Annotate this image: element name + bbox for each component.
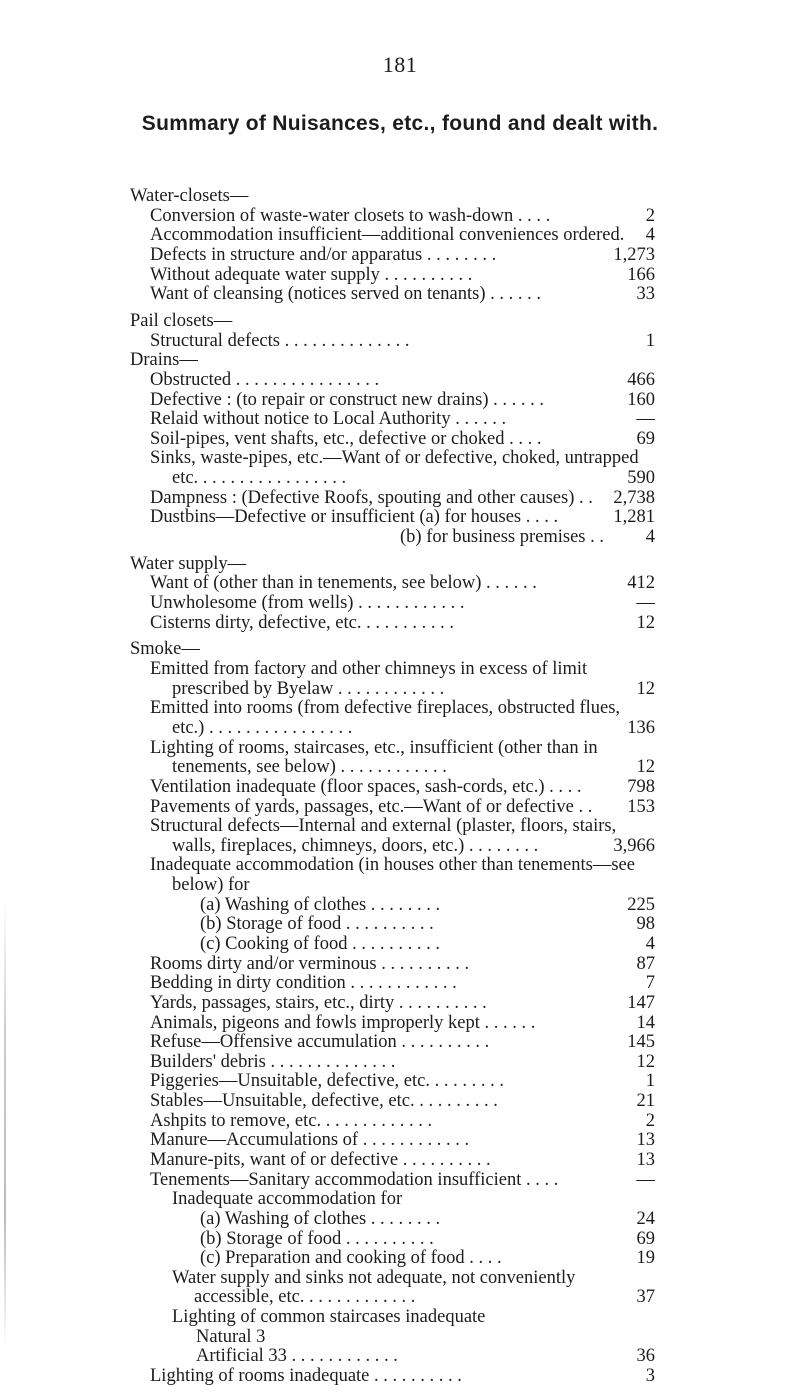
summary-row xyxy=(0,612,800,634)
summary-row xyxy=(0,1365,800,1387)
page-title: Summary of Nuisances, etc., found and dealt with. xyxy=(141,112,659,135)
row-label: Want of (other than in tenements, see below) . . . . . . xyxy=(150,573,537,593)
summary-heading xyxy=(0,658,800,680)
row-value: 3 xyxy=(645,1366,655,1386)
summary-row xyxy=(0,506,800,528)
row-label: Water-closets— xyxy=(130,186,249,206)
row-value: 145 xyxy=(627,1032,655,1052)
summary-row xyxy=(0,1090,800,1112)
row-label: Ashpits to remove, etc. . . . . . . . . . . . . xyxy=(150,1111,433,1131)
summary-row xyxy=(0,369,800,391)
row-label: Dustbins—Defective or insufficient (a) for houses . . . . xyxy=(150,507,559,527)
row-value: 12 xyxy=(636,613,655,633)
row-label: (b) for business premises . . xyxy=(400,527,604,547)
summary-row xyxy=(0,408,800,430)
row-label: Tenements—Sanitary accommodation insufficient . . . . xyxy=(150,1170,559,1190)
row-label: Natural 3 xyxy=(196,1327,266,1347)
summary-row xyxy=(0,913,800,935)
row-value: 7 xyxy=(645,973,655,993)
row-label: Manure-pits, want of or defective . . . . . . . . . . xyxy=(150,1150,491,1170)
row-label: Smoke— xyxy=(130,639,200,659)
summary-row xyxy=(0,1031,800,1053)
row-label: Dampness : (Defective Roofs, spouting and other causes) . . xyxy=(150,488,593,508)
summary-row xyxy=(0,756,800,778)
row-label: Piggeries—Unsuitable, defective, etc. . . . . . . . . xyxy=(150,1071,504,1091)
row-value: — xyxy=(636,409,655,429)
row-label: Pail closets— xyxy=(130,311,233,331)
row-value: 160 xyxy=(627,390,655,410)
summary-heading xyxy=(0,1306,800,1328)
row-label: Stables—Unsuitable, defective, etc. . . . . . . . . . xyxy=(150,1091,498,1111)
row-value: 2 xyxy=(645,1111,655,1131)
row-label: below) for xyxy=(172,875,250,895)
row-label: Soil-pipes, vent shafts, etc., defective or choked . . . . xyxy=(150,429,542,449)
row-value: 412 xyxy=(627,573,655,593)
summary-row xyxy=(0,1129,800,1151)
summary-row xyxy=(0,1247,800,1269)
page-edge-shadow xyxy=(4,900,6,1350)
summary-row xyxy=(0,717,800,739)
row-label: Structural defects . . . . . . . . . . . . . . xyxy=(150,331,410,351)
row-label: Unwholesome (from wells) . . . . . . . . . . . . xyxy=(150,593,465,613)
summary-heading xyxy=(0,697,800,719)
row-value: 1 xyxy=(645,1071,655,1091)
row-value: 98 xyxy=(636,914,655,934)
row-label: Lighting of common staircases inadequate xyxy=(172,1307,486,1327)
row-label: Defects in structure and/or apparatus . . . . . . . . xyxy=(150,245,497,265)
row-value: 2 xyxy=(645,206,655,226)
summary-heading xyxy=(0,349,800,371)
summary-row xyxy=(0,572,800,594)
row-label: Without adequate water supply . . . . . . . . . . xyxy=(150,265,473,285)
row-value: 798 xyxy=(627,777,655,797)
row-label: Obstructed . . . . . . . . . . . . . . . . xyxy=(150,370,380,390)
row-label: Defective : (to repair or construct new drains) . . . . . . xyxy=(150,390,545,410)
summary-row xyxy=(0,1345,800,1367)
row-label: Lighting of rooms, staircases, etc., insufficient (other than in xyxy=(150,738,598,758)
row-label: (a) Washing of clothes . . . . . . . . xyxy=(200,1209,441,1229)
row-value: 87 xyxy=(636,954,655,974)
summary-heading xyxy=(0,815,800,837)
row-label: Relaid without notice to Local Authority . . . . . . xyxy=(150,409,507,429)
row-label: Inadequate accommodation (in houses other than tenements—see xyxy=(150,855,635,875)
row-label: (c) Preparation and cooking of food . . . . xyxy=(200,1248,502,1268)
summary-heading xyxy=(0,447,800,469)
summary-heading xyxy=(0,874,800,896)
row-value: 33 xyxy=(636,284,655,304)
summary-row xyxy=(0,1286,800,1308)
summary-row xyxy=(0,467,800,489)
row-label: (b) Storage of food . . . . . . . . . . xyxy=(200,914,434,934)
summary-row xyxy=(0,972,800,994)
row-value: 4 xyxy=(645,527,655,547)
row-label: Inadequate accommodation for xyxy=(172,1189,403,1209)
row-value: — xyxy=(636,593,655,613)
row-value: 153 xyxy=(627,797,655,817)
row-value: 2,738 xyxy=(613,488,655,508)
row-label: Artificial 33 . . . . . . . . . . . . xyxy=(196,1346,398,1366)
row-label: Emitted from factory and other chimneys in excess of limit xyxy=(150,659,588,679)
summary-row xyxy=(0,1070,800,1092)
row-label: Manure—Accumulations of . . . . . . . . . . . . xyxy=(150,1130,470,1150)
summary-row xyxy=(0,526,800,548)
row-value: 12 xyxy=(636,1052,655,1072)
row-label: Pavements of yards, passages, etc.—Want of or defective . . xyxy=(150,797,593,817)
summary-row xyxy=(0,1149,800,1171)
row-label: Drains— xyxy=(130,350,198,370)
row-value: 136 xyxy=(627,718,655,738)
row-label: (b) Storage of food . . . . . . . . . . xyxy=(200,1229,434,1249)
page-number: 181 xyxy=(382,52,418,77)
row-value: 4 xyxy=(645,225,655,245)
row-label: etc. . . . . . . . . . . . . . . . . xyxy=(172,468,347,488)
row-label: walls, fireplaces, chimneys, doors, etc.) . . . . . . . . xyxy=(172,836,539,856)
summary-row xyxy=(0,776,800,798)
summary-heading xyxy=(0,638,800,660)
row-label: Water supply— xyxy=(130,554,247,574)
row-label: Cisterns dirty, defective, etc. . . . . . . . . . . xyxy=(150,613,454,633)
row-label: (a) Washing of clothes . . . . . . . . xyxy=(200,895,441,915)
row-value: 21 xyxy=(636,1091,655,1111)
row-label: Conversion of waste-water closets to wash-down . . . . xyxy=(150,206,551,226)
row-value: 13 xyxy=(636,1150,655,1170)
row-label: Ventilation inadequate (floor spaces, sash-cords, etc.) . . . . xyxy=(150,777,582,797)
summary-row xyxy=(0,933,800,955)
row-value: 36 xyxy=(636,1346,655,1366)
row-label: (c) Cooking of food . . . . . . . . . . xyxy=(200,934,440,954)
row-value: — xyxy=(636,1170,655,1190)
row-value: 147 xyxy=(627,993,655,1013)
row-value: 69 xyxy=(636,1229,655,1249)
row-value: 1,281 xyxy=(613,507,655,527)
row-label: accessible, etc. . . . . . . . . . . . . xyxy=(194,1287,416,1307)
row-label: etc.) . . . . . . . . . . . . . . . . xyxy=(172,718,353,738)
row-value: 1 xyxy=(645,331,655,351)
row-value: 166 xyxy=(627,265,655,285)
summary-row xyxy=(0,1208,800,1230)
summary-heading xyxy=(0,185,800,207)
row-label: Structural defects—Internal and external (plaster, floors, stairs, xyxy=(150,816,617,836)
summary-row xyxy=(0,283,800,305)
summary-heading xyxy=(0,1188,800,1210)
row-value: 13 xyxy=(636,1130,655,1150)
row-value: 590 xyxy=(627,468,655,488)
row-value: 12 xyxy=(636,679,655,699)
row-value: 466 xyxy=(627,370,655,390)
row-value: 225 xyxy=(627,895,655,915)
row-value: 4 xyxy=(645,934,655,954)
row-label: tenements, see below) . . . . . . . . . . . . xyxy=(172,757,447,777)
row-label: Accommodation insufficient—additional conveniences ordered. xyxy=(150,225,625,245)
row-value: 1,273 xyxy=(613,245,655,265)
summary-heading xyxy=(0,310,800,332)
row-label: Emitted into rooms (from defective fireplaces, obstructed flues, xyxy=(150,698,621,718)
row-label: Rooms dirty and/or verminous . . . . . . . . . . xyxy=(150,954,470,974)
row-value: 37 xyxy=(636,1287,655,1307)
row-value: 19 xyxy=(636,1248,655,1268)
summary-row xyxy=(0,224,800,246)
summary-heading xyxy=(0,854,800,876)
row-label: Animals, pigeons and fowls improperly kept . . . . . . xyxy=(150,1013,536,1033)
row-value: 69 xyxy=(636,429,655,449)
summary-row xyxy=(0,992,800,1014)
row-value: 14 xyxy=(636,1013,655,1033)
row-value: 12 xyxy=(636,757,655,777)
row-label: Lighting of rooms inadequate . . . . . . . . . . xyxy=(150,1366,462,1386)
row-label: prescribed by Byelaw . . . . . . . . . . . . xyxy=(172,679,445,699)
summary-row xyxy=(0,592,800,614)
summary-row xyxy=(0,244,800,266)
row-label: Water supply and sinks not adequate, not conveniently xyxy=(172,1268,576,1288)
row-label: Builders' debris . . . . . . . . . . . . . . xyxy=(150,1052,396,1072)
row-label: Bedding in dirty condition . . . . . . . . . . . . xyxy=(150,973,457,993)
row-label: Want of cleansing (notices served on tenants) . . . . . . xyxy=(150,284,542,304)
row-label: Yards, passages, stairs, etc., dirty . . . . . . . . . . xyxy=(150,993,487,1013)
row-value: 24 xyxy=(636,1209,655,1229)
row-value: 3,966 xyxy=(613,836,655,856)
row-label: Sinks, waste-pipes, etc.—Want of or defective, choked, untrapped xyxy=(150,448,639,468)
row-label: Refuse—Offensive accumulation . . . . . . . . . . xyxy=(150,1032,490,1052)
